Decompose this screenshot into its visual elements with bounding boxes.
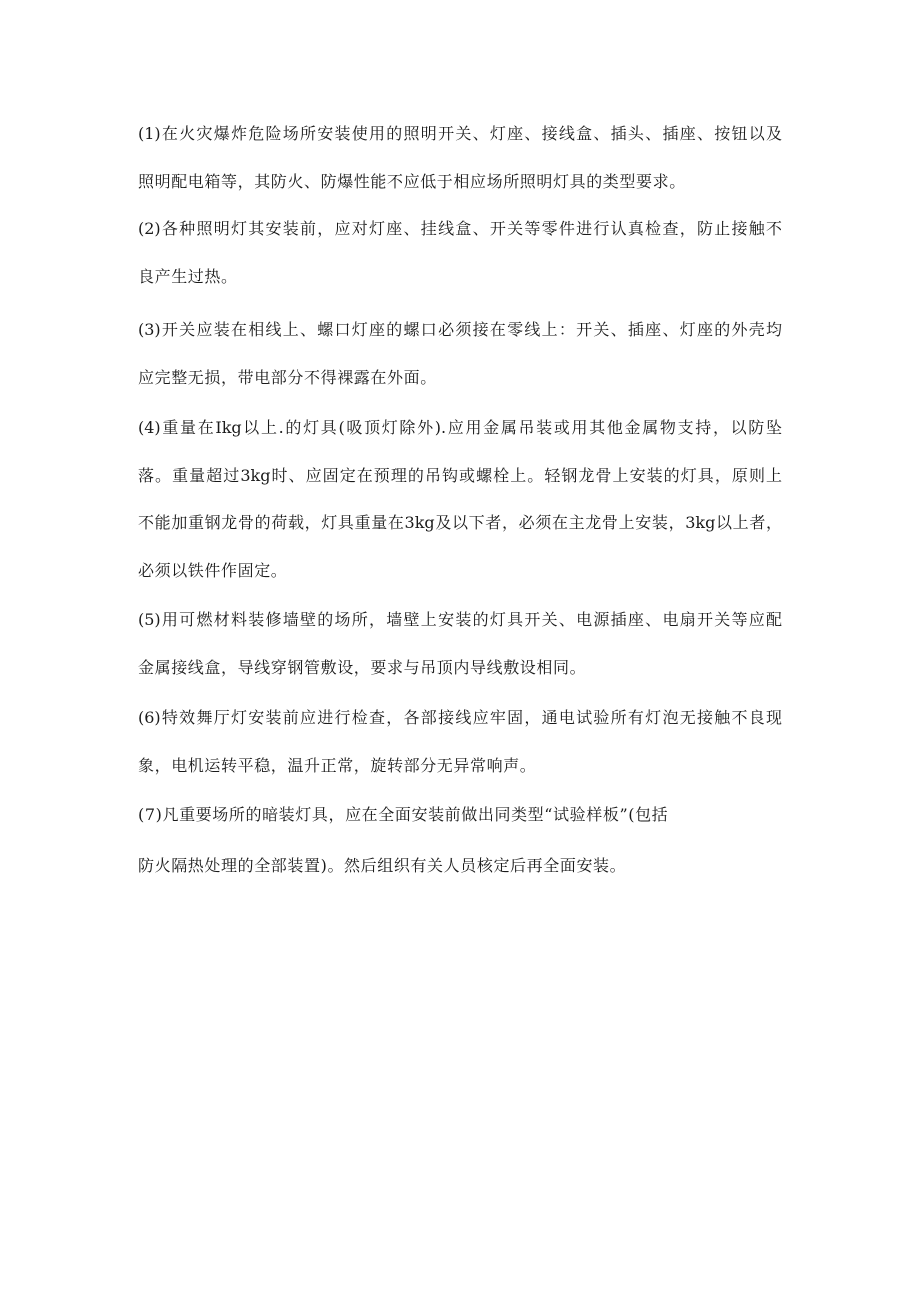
- paragraph-1-line-1: (1)在火灾爆炸危险场所安装使用的照明开关、灯座、接线盒、插头、插座、按钮以及: [138, 124, 782, 143]
- paragraph-5-line-1: (5)用可燃材料装修墙壁的场所，墙壁上安装的灯具开关、电源插座、电扇开关等应配: [138, 610, 782, 629]
- paragraph-1-line-2: 照明配电箱等，其防火、防爆性能不应低于相应场所照明灯具的类型要求。: [138, 172, 686, 191]
- paragraph-2-line-1: (2)各种照明灯其安装前，应对灯座、挂线盒、开关等零件进行认真检查，防止接触不: [138, 219, 782, 238]
- paragraph-7-line-2: 防火隔热处理的全部装置)。然后组织有关人员核定后再全面安装。: [138, 856, 627, 875]
- paragraph-6-line-2: 象，电机运转平稳，温升正常，旋转部分无异常响声。: [138, 756, 537, 775]
- paragraph-2-line-2: 良产生过热。: [138, 267, 238, 286]
- paragraph-6-line-1: (6)特效舞厅灯安装前应进行检查，各部接线应牢固，通电试验所有灯泡无接触不良现: [138, 708, 782, 727]
- paragraph-3-line-1: (3)开关应装在相线上、螺口灯座的螺口必须接在零线上：开关、插座、灯座的外壳均: [138, 320, 782, 339]
- paragraph-5-line-2: 金属接线盒，导线穿钢管敷设，要求与吊顶内导线敷设相同。: [138, 658, 587, 677]
- paragraph-3-line-2: 应完整无损，带电部分不得裸露在外面。: [138, 368, 437, 387]
- paragraph-7-line-1: (7)凡重要场所的暗装灯具，应在全面安装前做出同类型“试验样板”(包括: [138, 805, 669, 824]
- paragraph-4-line-4: 必须以铁件作固定。: [138, 561, 288, 580]
- paragraph-4-line-3: 不能加重钢龙骨的荷载，灯具重量在3kg及以下者，必须在主龙骨上安装，3kg以上者，: [138, 513, 782, 532]
- paragraph-4-line-2: 落。重量超过3kg时、应固定在预理的吊钩或螺栓上。轻钢龙骨上安装的灯具，原则上: [138, 466, 782, 485]
- paragraph-4-line-1: (4)重量在Ikg以上.的灯具(吸顶灯除外).应用金属吊装或用其他金属物支持，以防坠: [138, 418, 782, 437]
